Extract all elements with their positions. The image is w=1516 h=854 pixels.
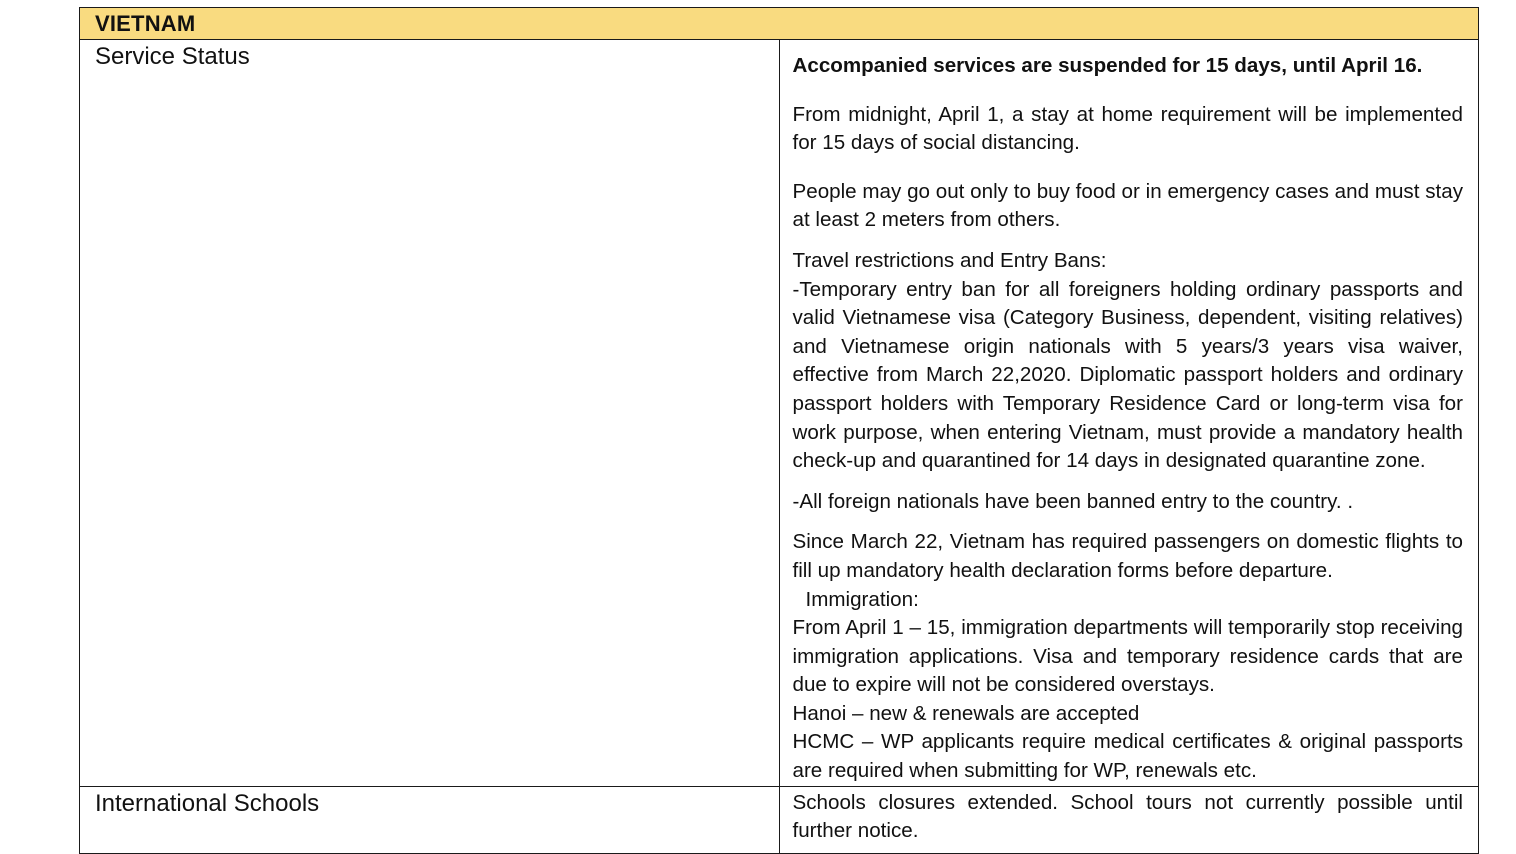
travel-ban-detail: -Temporary entry ban for all foreigners holding ordinary passports and valid Vietnamese visa (Category Business, dependent, visiting relatives) and Vietnamese origin nationals with 5 years/3 years visa waiver, effective from March 22,2020. Diplomatic passport holders and ordinary passport holders with Temporary Residence Card or long-term visa for work purpose, when entering Vietnam, must provide a mandatory health check-up and quarantined for 14 days in designated quarantine zone. (792, 277, 1463, 473)
country-title: VIETNAM (80, 8, 1479, 40)
service-status-label: Service Status (80, 40, 780, 787)
travel-restrictions-heading: Travel restrictions and Entry Bans: (792, 248, 1107, 272)
international-schools-row (80, 786, 1479, 853)
immigration-detail: From April 1 – 15, immigration departments will temporarily stop receiving immigration applications. Visa and temporary residence cards that are due to expire will not be considered overstays. (792, 616, 1463, 697)
foreign-ban-text: -All foreign nationals have been banned entry to the country. . (792, 489, 1354, 513)
hcmc-text: HCMC – WP applicants require medical certificates & original passports are required when submitting for WP, renewals etc. (792, 730, 1463, 783)
domestic-flights-text: Since March 22, Vietnam has required passengers on domestic flights to fill up mandatory health declaration forms before departure. (792, 530, 1463, 582)
go-out-text: People may go out only to buy food or in emergency cases and must stay at least 2 meters from others. (792, 179, 1463, 232)
hanoi-text: Hanoi – new & renewals are accepted (792, 701, 1140, 725)
service-status-content (779, 40, 1479, 787)
international-schools-content: Schools closures extended. School tours not currently possible until further notice. (779, 786, 1479, 853)
international-schools-label: International Schools (80, 786, 780, 853)
service-status-row (80, 40, 1479, 787)
header-row (80, 8, 1479, 40)
stay-home-text: From midnight, April 1, a stay at home requirement will be implemented for 15 days of social distancing. (792, 102, 1463, 155)
immigration-heading: Immigration: (805, 587, 919, 611)
country-status-table (79, 7, 1479, 854)
suspension-notice: Accompanied services are suspended for 15 days, until April 16. (792, 54, 1423, 77)
